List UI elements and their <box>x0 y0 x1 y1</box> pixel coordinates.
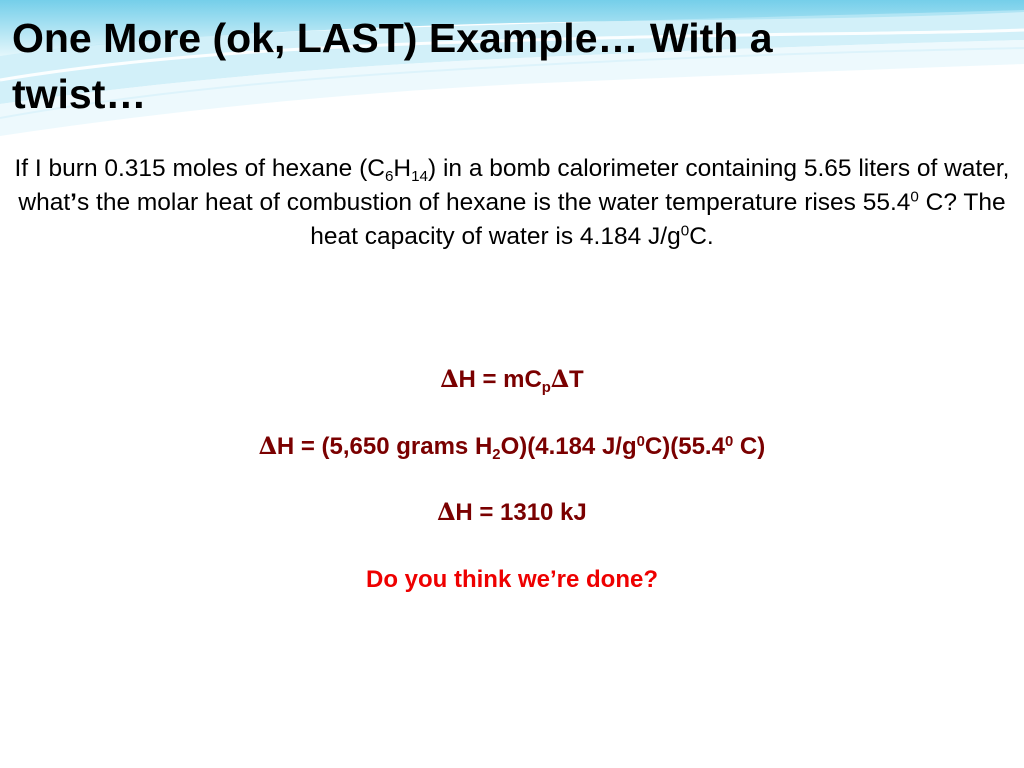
water-subscript: 2 <box>492 446 501 463</box>
degree-superscript-4: 0 <box>724 433 734 450</box>
degree-superscript-1: 0 <box>910 188 919 206</box>
delta-symbol: ∆ <box>258 431 277 460</box>
problem-statement <box>14 152 1010 254</box>
delta-symbol: ∆ <box>550 364 569 393</box>
substitution-text-4: C) <box>733 433 766 460</box>
substitution-text-3: C)(55.4 <box>644 433 725 460</box>
apostrophe: ’ <box>70 189 77 216</box>
equation-formula-text: H = mC <box>458 366 542 393</box>
slide-title: One More (ok, LAST) Example… With a twist… <box>12 15 773 117</box>
degree-superscript-2: 0 <box>680 222 690 240</box>
equation-result <box>0 497 1024 528</box>
p-subscript: p <box>541 379 551 396</box>
equation-formula <box>0 364 1024 395</box>
delta-symbol: ∆ <box>437 497 456 526</box>
equation-formula-text-end: T <box>568 366 584 393</box>
hydrogen-symbol: H <box>393 155 412 182</box>
follow-up-question: Do you think we’re done? <box>365 566 659 593</box>
substitution-text-2: O)(4.184 J/g <box>500 433 637 460</box>
problem-text-5: C. <box>689 223 714 250</box>
problem-text-3: s the molar heat of combustion of hexane is the water temperature rises 55.4 <box>76 189 911 216</box>
delta-symbol: ∆ <box>440 364 459 393</box>
carbon-subscript: 6 <box>384 167 394 185</box>
equation-substitution <box>0 431 1024 462</box>
substitution-text-1: H = (5,650 grams H <box>276 433 493 460</box>
result-text: H = 1310 kJ <box>455 499 587 526</box>
hydrogen-subscript: 14 <box>411 167 428 185</box>
problem-text-4: C? The heat capacity of water is 4.184 J/g <box>310 189 1006 250</box>
problem-text-2: ) in a bomb calorimeter containing 5.65 liters of water, what <box>18 155 1010 216</box>
problem-text-1: If I burn 0.315 moles of hexane (C <box>14 155 385 182</box>
degree-superscript-3: 0 <box>636 433 645 450</box>
